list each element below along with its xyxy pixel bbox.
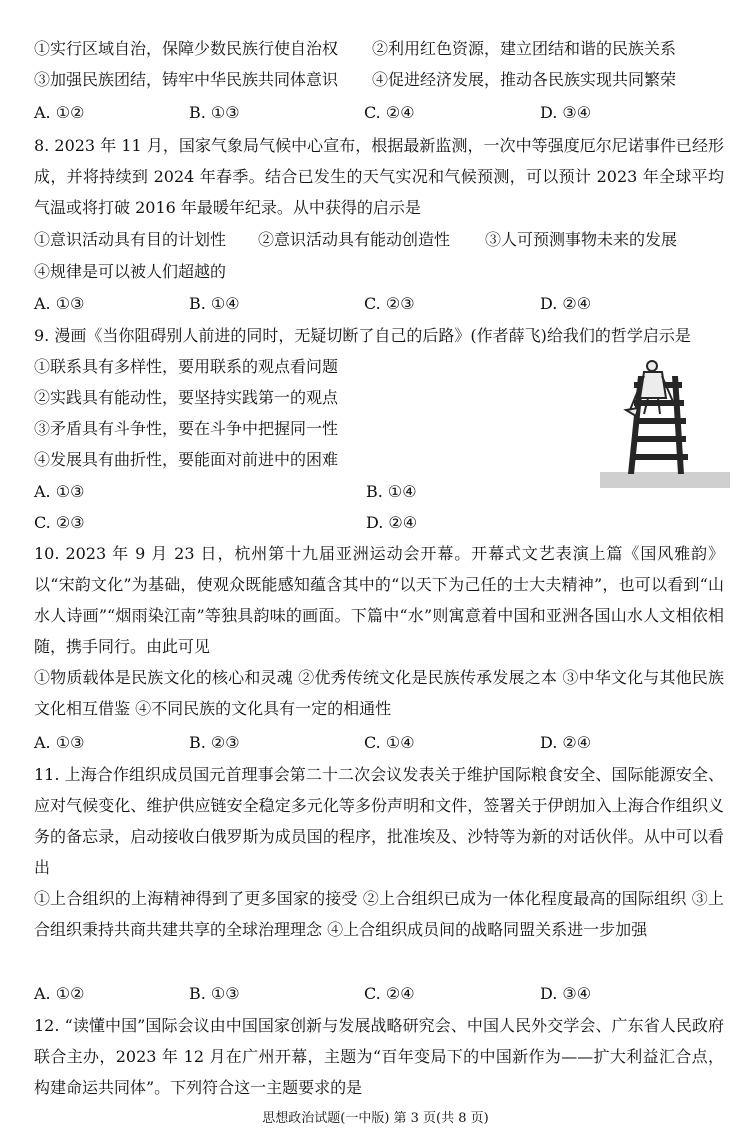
q11-option-a: A. ①② bbox=[34, 984, 85, 1003]
q9-choice-3: ③矛盾具有斗争性，要在斗争中把握同一性 bbox=[34, 419, 339, 438]
q7-choice-2: ②利用红色资源，建立团结和谐的民族关系 bbox=[372, 39, 677, 58]
q9-option-c: C. ②③ bbox=[34, 513, 85, 532]
q11-option-d: D. ③④ bbox=[540, 984, 592, 1003]
q10-option-a: A. ①③ bbox=[34, 733, 85, 752]
q10-option-c: C. ①④ bbox=[364, 733, 415, 752]
q7-option-b: B. ①③ bbox=[189, 103, 240, 122]
q7-option-a: A. ①② bbox=[34, 103, 85, 122]
q10-option-b: B. ②③ bbox=[189, 733, 240, 752]
q9-option-d: D. ②④ bbox=[366, 513, 418, 532]
q12-stem: 12. “读懂中国”国际会议由中国国家创新与发展战略研究会、中国人民外交学会、广东省人民政府联合主办，2023 年 12 月在广州开幕，主题为“百年变局下的中国新作为——扩大利益汇合点，构建命运共同体”。下列符合这一主题要求的是 bbox=[34, 1016, 724, 1097]
q7-option-c: C. ②④ bbox=[364, 103, 415, 122]
q7-option-d: D. ③④ bbox=[540, 103, 592, 122]
q9-choice-4: ④发展具有曲折性，要能面对前进中的困难 bbox=[34, 450, 339, 469]
q11-option-c: C. ②④ bbox=[364, 984, 415, 1003]
q11-choices: ①上合组织的上海精神得到了更多国家的接受 ②上合组织已成为一体化程度最高的国际组织 ③上合组织秉持共商共建共享的全球治理理念 ④上合组织成员间的战略同盟关系进一步加强 bbox=[34, 889, 724, 939]
q8-option-c: C. ②③ bbox=[364, 294, 415, 313]
q9-stem: 9. 漫画《当你阻碍别人前进的同时，无疑切断了自己的后路》(作者薛飞)给我们的哲学启示是 bbox=[34, 326, 691, 345]
q10-stem: 10. 2023 年 9 月 23 日，杭州第十九届亚洲运动会开幕。开幕式文艺表演上篇《国风雅韵》以“宋韵文化”为基础，使观众既能感知蕴含其中的“以天下为己任的士大夫精神”，也可以看到“山水人诗画”“烟雨染江南”等独具韵味的画面。下篇中“水”则寓意着中国和亚洲各国山水人文相依相随，携手同行。由此可见 bbox=[34, 544, 724, 656]
q7-choice-1: ①实行区域自治，保障少数民族行使自治权 bbox=[34, 39, 339, 58]
q10-option-d: D. ②④ bbox=[540, 733, 592, 752]
q8-choice-1: ①意识活动具有目的计划性 bbox=[34, 230, 227, 249]
q9-choice-2: ②实践具有能动性，要坚持实践第一的观点 bbox=[34, 388, 339, 407]
q11-stem: 11. 上海合作组织成员国元首理事会第二十二次会议发表关于维护国际粮食安全、国际能源安全、应对气候变化、维护供应链安全稳定多元化等多份声明和文件，签署关于伊朗加入上海合作组织义务的备忘录，启动接收白俄罗斯为成员国的程序，批准埃及、沙特等为新的对话伙伴。从中可以看出 bbox=[34, 765, 724, 877]
q8-choice-3: ③人可预测事物未来的发展 bbox=[485, 230, 678, 249]
q8-option-d: D. ②④ bbox=[540, 294, 592, 313]
q11-option-b: B. ①③ bbox=[189, 984, 240, 1003]
q8-choice-4: ④规律是可以被人们超越的 bbox=[34, 262, 227, 281]
page-footer: 思想政治试题(一中版) 第 3 页(共 8 页) bbox=[262, 1111, 489, 1126]
q8-option-b: B. ①④ bbox=[189, 294, 240, 313]
q10-choices: ①物质载体是民族文化的核心和灵魂 ②优秀传统文化是民族传承发展之本 ③中华文化与其他民族文化相互借鉴 ④不同民族的文化具有一定的相通性 bbox=[34, 668, 724, 718]
q7-choice-4: ④促进经济发展，推动各民族实现共同繁荣 bbox=[372, 70, 677, 89]
q9-choice-1: ①联系具有多样性，要用联系的观点看问题 bbox=[34, 357, 339, 376]
ladder-cartoon-image bbox=[600, 358, 730, 488]
q9-option-b: B. ①④ bbox=[366, 482, 417, 501]
q8-choice-2: ②意识活动具有能动创造性 bbox=[258, 230, 451, 249]
q8-stem: 8. 2023 年 11 月，国家气象局气候中心宣布，根据最新监测，一次中等强度厄尔尼诺事件已经形成，并将持续到 2024 年春季。结合已发生的天气实况和气候预测，可以预计 2023 年全球平均气温或将打破 2016 年最暖年纪录。从中获得的启示是 bbox=[34, 136, 724, 217]
q9-option-a: A. ①③ bbox=[34, 482, 85, 501]
q8-option-a: A. ①③ bbox=[34, 294, 85, 313]
q7-choice-3: ③加强民族团结，铸牢中华民族共同体意识 bbox=[34, 70, 339, 89]
